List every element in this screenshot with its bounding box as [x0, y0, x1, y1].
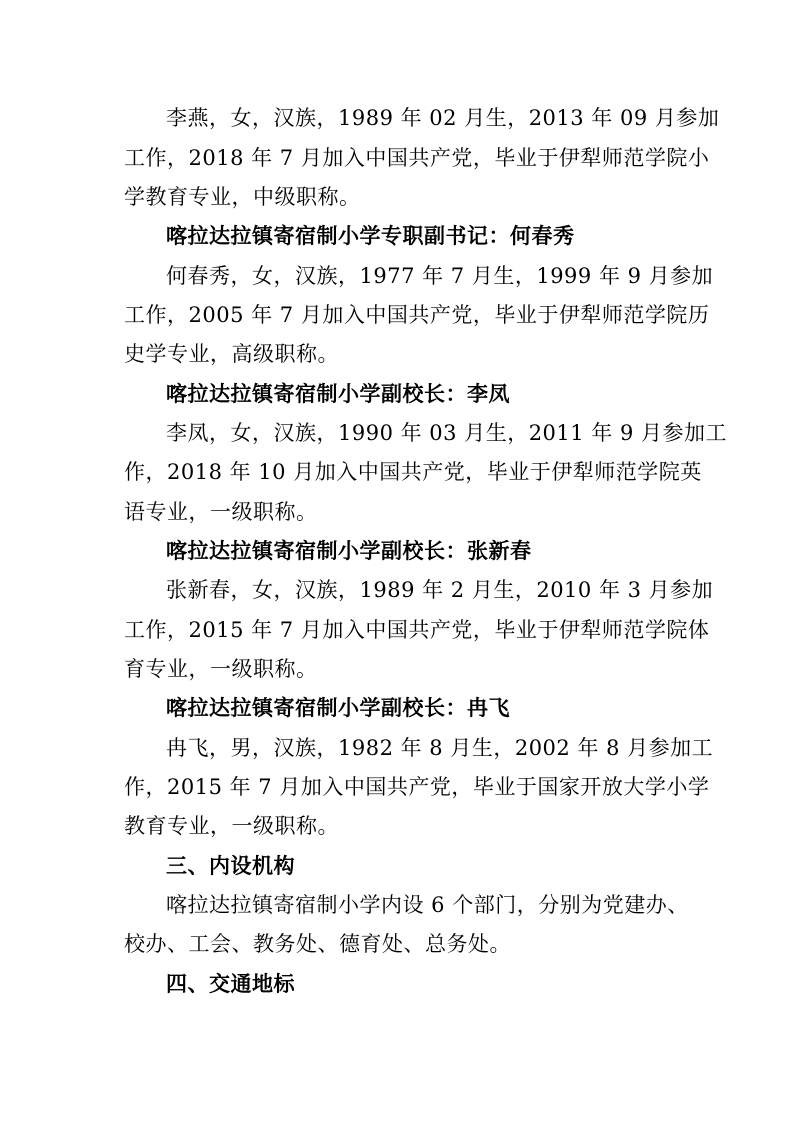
bio-ran-fei-line-3: 教育专业，一级职称。 — [124, 814, 339, 838]
internal-structure-line-1: 喀拉达拉镇寄宿制小学内设 6 个部门，分别为党建办、 — [166, 893, 689, 917]
bio-zhang-xinchun-line-1: 张新春，女，汉族，1989 年 2 月生，2010 年 3 月参加 — [166, 578, 714, 602]
bio-ran-fei-line-2: 作，2015 年 7 月加入中国共产党，毕业于国家开放大学小学 — [124, 775, 710, 799]
bio-he-chunxiu-line-1: 何春秀，女，汉族，1977 年 7 月生，1999 年 9 月参加 — [166, 264, 714, 288]
bio-li-yan-line-2: 工作，2018 年 7 月加入中国共产党，毕业于伊犁师范学院小 — [124, 146, 710, 170]
heading-he-chunxiu: 喀拉达拉镇寄宿制小学专职副书记：何春秀 — [166, 224, 575, 248]
bio-he-chunxiu-line-3: 史学专业，高级职称。 — [124, 342, 339, 366]
bio-zhang-xinchun-line-3: 育专业，一级职称。 — [124, 657, 318, 681]
bio-zhang-xinchun-line-2: 工作，2015 年 7 月加入中国共产党，毕业于伊犁师范学院体 — [124, 618, 710, 642]
section-heading-internal-structure: 三、内设机构 — [166, 854, 295, 878]
bio-he-chunxiu-line-2: 工作，2005 年 7 月加入中国共产党，毕业于伊犁师范学院历 — [124, 303, 710, 327]
bio-li-feng-line-1: 李凤，女，汉族，1990 年 03 月生，2011 年 9 月参加工 — [166, 421, 728, 445]
bio-li-yan-line-3: 学教育专业，中级职称。 — [124, 185, 361, 209]
heading-ran-fei: 喀拉达拉镇寄宿制小学副校长：冉飞 — [166, 696, 510, 720]
heading-zhang-xinchun: 喀拉达拉镇寄宿制小学副校长：张新春 — [166, 539, 532, 563]
section-heading-traffic-landmarks: 四、交通地标 — [166, 972, 295, 996]
bio-li-feng-line-2: 作，2018 年 10 月加入中国共产党，毕业于伊犁师范学院英 — [124, 460, 702, 484]
heading-li-feng: 喀拉达拉镇寄宿制小学副校长：李凤 — [166, 382, 510, 406]
internal-structure-line-2: 校办、工会、教务处、德育处、总务处。 — [124, 932, 511, 956]
bio-ran-fei-line-1: 冉飞，男，汉族，1982 年 8 月生，2002 年 8 月参加工 — [166, 736, 714, 760]
bio-li-yan-line-1: 李燕，女，汉族，1989 年 02 月生，2013 年 09 月参加 — [166, 106, 720, 130]
bio-li-feng-line-3: 语专业，一级职称。 — [124, 500, 318, 524]
